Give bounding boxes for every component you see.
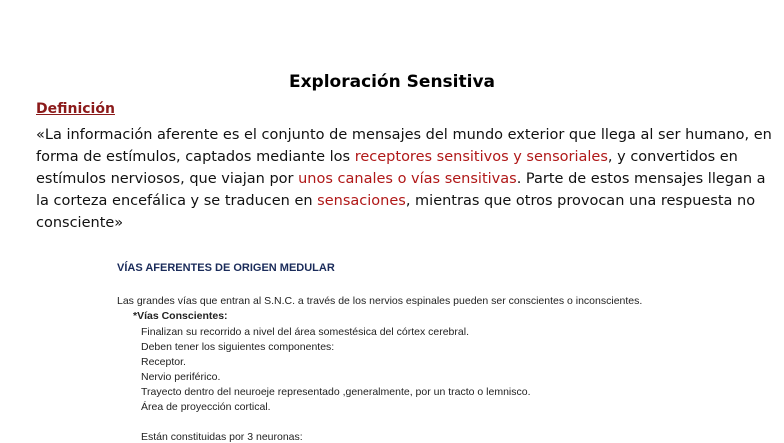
inset-line: Trayecto dentro del neuroeje representado ,generalmente, por un tracto o lemnisco. bbox=[141, 386, 531, 398]
inset-line: Nervio periférico. bbox=[141, 371, 221, 383]
inset-line: Deben tener los siguientes componentes: bbox=[141, 341, 335, 353]
page-title: Exploración Sensitiva bbox=[288, 72, 496, 92]
inset-subheading: *Vías Conscientes: bbox=[133, 310, 228, 322]
quote-text: , y convertidos en estímulos nerviosos, que viajan por bbox=[36, 149, 738, 187]
quote-highlight: receptores sensitivos y sensoriales bbox=[354, 149, 608, 165]
quote-text: , mientras que otros provocan una respuesta no consciente» bbox=[36, 193, 756, 231]
quote-text: «La información aferente es el conjunto de mensajes del mundo exterior que llega al ser humano, en forma de estímulos, captados mediante los bbox=[36, 127, 772, 165]
inset-line: Receptor. bbox=[141, 356, 186, 368]
inset-heading: VÍAS AFERENTES DE ORIGEN MEDULAR bbox=[117, 262, 335, 274]
inset-line: Área de proyección cortical. bbox=[141, 401, 271, 413]
quote-highlight: unos canales o vías sensitivas bbox=[298, 171, 517, 187]
quote-text: . Parte de estos mensajes llegan a la corteza encefálica y se traducen en bbox=[36, 171, 766, 209]
inset-intro: Las grandes vías que entran al S.N.C. a través de los nervios espinales pueden ser conscientes o inconscientes. bbox=[117, 295, 643, 307]
inset-line: Están constituidas por 3 neuronas: bbox=[141, 431, 303, 443]
definition-heading: Definición bbox=[36, 101, 115, 117]
quote-highlight: sensaciones bbox=[317, 193, 406, 209]
definition-quote bbox=[36, 124, 776, 234]
inset-line: Finalizan su recorrido a nivel del área somestésica del córtex cerebral. bbox=[141, 326, 469, 338]
